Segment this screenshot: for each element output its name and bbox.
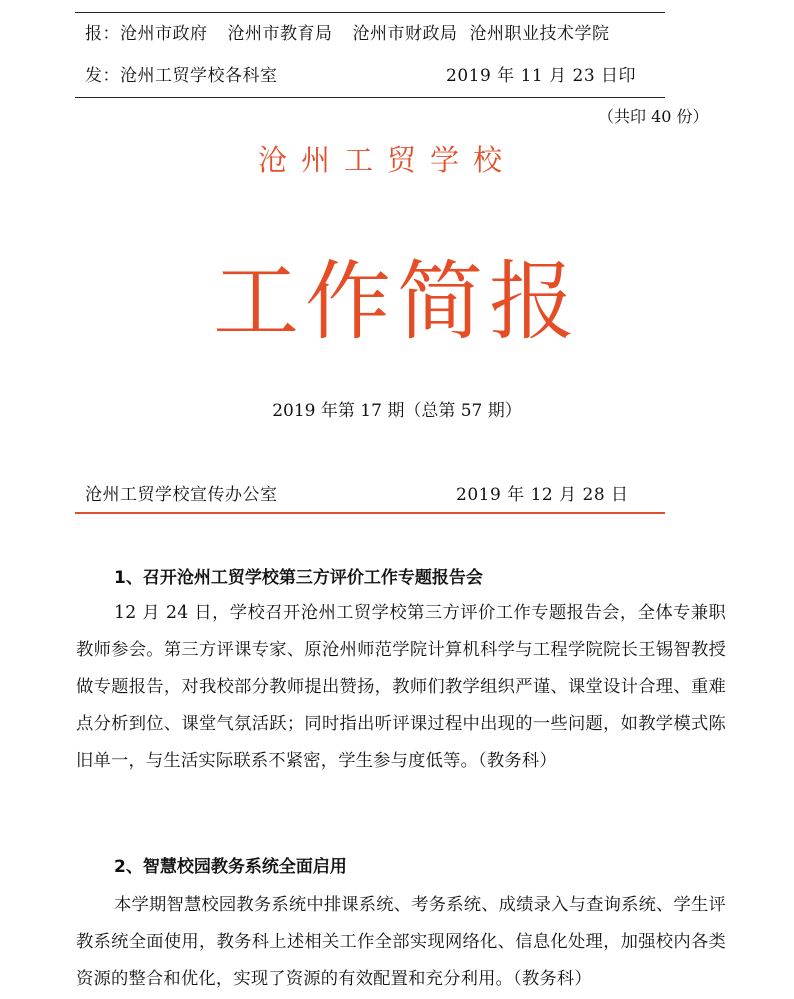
print-date: 2019 年 11 月 23 日印 — [446, 66, 637, 86]
recipient: 沧州市政府 — [120, 24, 208, 44]
recipient: 沧州市教育局 — [227, 24, 333, 44]
issue-number: 2019 年第 17 期（总第 57 期） — [272, 401, 522, 421]
article-body: 本学期智慧校园教务系统中排课系统、考务系统、成绩录入与查询系统、学生评教系统全面使用，教务科上述相关工作全部实现网络化、信息化处理，加强校内各类资源的整合和优化，实现了资源的有效配置和充分利用。（教务科） — [76, 895, 726, 989]
bulletin-title: 工作简报 — [213, 252, 581, 352]
header-bottom-rule — [75, 97, 665, 98]
masthead-red-rule — [75, 512, 665, 514]
send-to-label: 发： — [85, 66, 120, 86]
article-body: 12 月 24 日，学校召开沧州工贸学校第三方评价工作专题报告会，全体专兼职教师参会。第三方评课专家、原沧州师范学院计算机科学与工程学院院长王锡智教授做专题报告，对我校部分教师提出赞扬，教师们教学组织严谨、课堂设计合理、重难点分析到位、课堂气氛活跃；同时指出听评课过程中出现的一些问题，如教学模式陈旧单一，与生活实际联系不紧密，学生参与度低等。（教务科） — [76, 603, 726, 771]
issue-date: 2019 年 12 月 28 日 — [456, 485, 629, 505]
report-to-label: 报： — [85, 24, 120, 44]
send-to: 沧州工贸学校各科室 — [120, 66, 278, 86]
send-to-line — [85, 61, 278, 86]
recipient: 沧州市财政局 — [352, 24, 458, 44]
copies-count: （共印 40 份） — [598, 107, 709, 126]
top-rule — [75, 12, 665, 13]
report-to-line — [85, 19, 610, 44]
issuing-office: 沧州工贸学校宣传办公室 — [85, 485, 278, 505]
article-heading: 2、智慧校园教务系统全面启用 — [114, 857, 347, 877]
school-name: 沧州工贸学校 — [257, 143, 516, 177]
article-heading: 1、召开沧州工贸学校第三方评价工作专题报告会 — [114, 568, 483, 588]
recipient: 沧州职业技术学院 — [469, 24, 610, 44]
